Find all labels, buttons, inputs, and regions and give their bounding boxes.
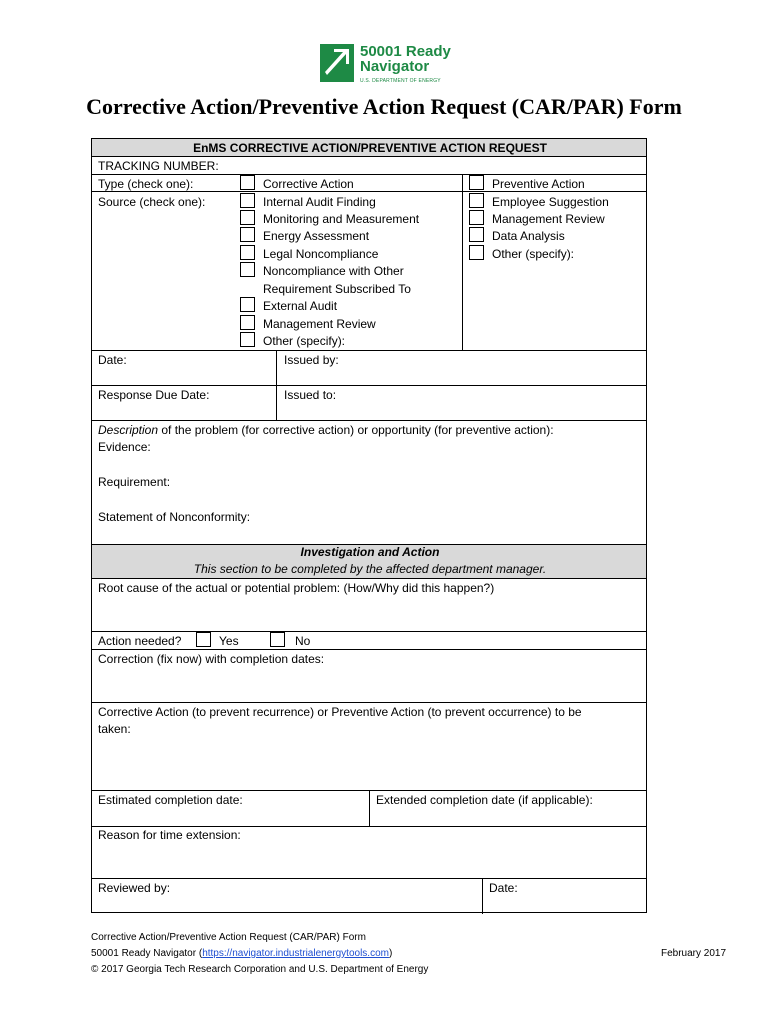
source-option: Management Review: [263, 317, 376, 331]
action-yes-checkbox[interactable]: [196, 632, 211, 647]
issued-to-label: Issued to:: [284, 388, 337, 402]
description-rest: of the problem (for corrective action) or opportunity (for preventive action):: [161, 423, 554, 437]
estimated-completion-label: Estimated completion date:: [98, 793, 243, 807]
source-employee-suggestion-checkbox[interactable]: [469, 193, 484, 208]
preventive-action-option: Preventive Action: [492, 177, 585, 191]
source-option: Management Review: [492, 212, 605, 226]
footer-navigator: [91, 946, 392, 961]
source-management-review-right-checkbox[interactable]: [469, 210, 484, 225]
logo-subtitle: U.S. DEPARTMENT OF ENERGY: [360, 78, 441, 84]
logo-title-line2: Navigator: [360, 58, 430, 75]
source-data-analysis-checkbox[interactable]: [469, 227, 484, 242]
source-management-review-checkbox[interactable]: [240, 315, 255, 330]
logo: [320, 44, 460, 88]
footer-date: February 2017: [661, 948, 727, 959]
footer-form-title: Corrective Action/Preventive Action Request (CAR/PAR) Form: [91, 932, 366, 943]
car-par-form: [91, 138, 647, 913]
investigation-title: Investigation and Action: [300, 545, 440, 559]
source-other-right-checkbox[interactable]: [469, 245, 484, 260]
source-option-continued: Requirement Subscribed To: [263, 282, 411, 296]
reviewed-by-label: Reviewed by:: [98, 881, 171, 895]
source-option: Monitoring and Measurement: [263, 212, 420, 226]
requirement-label: Requirement:: [98, 475, 171, 489]
response-due-label: Response Due Date:: [98, 388, 210, 402]
form-header: EnMS CORRECTIVE ACTION/PREVENTIVE ACTION REQUEST: [193, 141, 547, 155]
source-label: Source (check one):: [98, 195, 206, 209]
corrective-action-option: Corrective Action: [263, 177, 354, 191]
source-legal-noncompliance-checkbox[interactable]: [240, 245, 255, 260]
source-option: Noncompliance with Other: [263, 264, 404, 278]
source-option: External Audit: [263, 299, 338, 313]
source-option: Data Analysis: [492, 229, 565, 243]
corrective-action-label-line1: Corrective Action (to prevent recurrence) or Preventive Action (to prevent occurrence) to be: [98, 705, 582, 719]
source-option: Other (specify):: [263, 334, 346, 348]
source-option: Employee Suggestion: [492, 195, 609, 209]
footer-navigator-suffix: ): [388, 948, 393, 959]
footer-navigator-prefix: 50001 Ready Navigator (: [91, 948, 203, 959]
source-option: Legal Noncompliance: [263, 247, 379, 261]
footer-copyright: © 2017 Georgia Tech Research Corporation and U.S. Department of Energy: [91, 964, 429, 975]
source-internal-audit-checkbox[interactable]: [240, 193, 255, 208]
footer-navigator-link[interactable]: https://navigator.industrialenergytools.com: [202, 948, 389, 959]
reviewed-date-label: Date:: [489, 881, 518, 895]
issued-by-label: Issued by:: [284, 353, 339, 367]
page-title: Corrective Action/Preventive Action Request (CAR/PAR) Form: [86, 94, 682, 119]
source-option: Energy Assessment: [263, 229, 370, 243]
source-energy-assessment-checkbox[interactable]: [240, 227, 255, 242]
source-other-checkbox[interactable]: [240, 332, 255, 347]
source-option: Internal Audit Finding: [263, 195, 376, 209]
source-option: Other (specify):: [492, 247, 575, 261]
logo-title: [360, 44, 451, 74]
source-monitoring-checkbox[interactable]: [240, 210, 255, 225]
statement-label: Statement of Nonconformity:: [98, 510, 251, 524]
action-yes-label: Yes: [219, 634, 239, 648]
type-label: Type (check one):: [98, 177, 194, 191]
action-needed-label: Action needed?: [98, 634, 182, 648]
corrective-action-checkbox[interactable]: [240, 175, 255, 190]
correction-label: Correction (fix now) with completion dates:: [98, 652, 325, 666]
action-no-label: No: [295, 634, 311, 648]
source-noncompliance-other-checkbox[interactable]: [240, 262, 255, 277]
evidence-label: Evidence:: [98, 440, 151, 454]
extended-completion-label: Extended completion date (if applicable):: [376, 793, 593, 807]
action-no-checkbox[interactable]: [270, 632, 285, 647]
description-italic: Description: [98, 423, 159, 437]
reason-extension-label: Reason for time extension:: [98, 828, 241, 842]
date-label: Date:: [98, 353, 127, 367]
logo-arrow-icon: [320, 44, 354, 82]
source-external-audit-checkbox[interactable]: [240, 297, 255, 312]
investigation-subtitle: This section to be completed by the affected department manager.: [193, 562, 547, 576]
logo-title-line1: 50001 Ready: [360, 43, 451, 60]
root-cause-label: Root cause of the actual or potential problem: (How/Why did this happen?): [98, 581, 495, 595]
description-label: [98, 423, 554, 437]
corrective-action-label-line2: taken:: [98, 722, 131, 736]
tracking-number-label: TRACKING NUMBER:: [98, 159, 219, 173]
preventive-action-checkbox[interactable]: [469, 175, 484, 190]
